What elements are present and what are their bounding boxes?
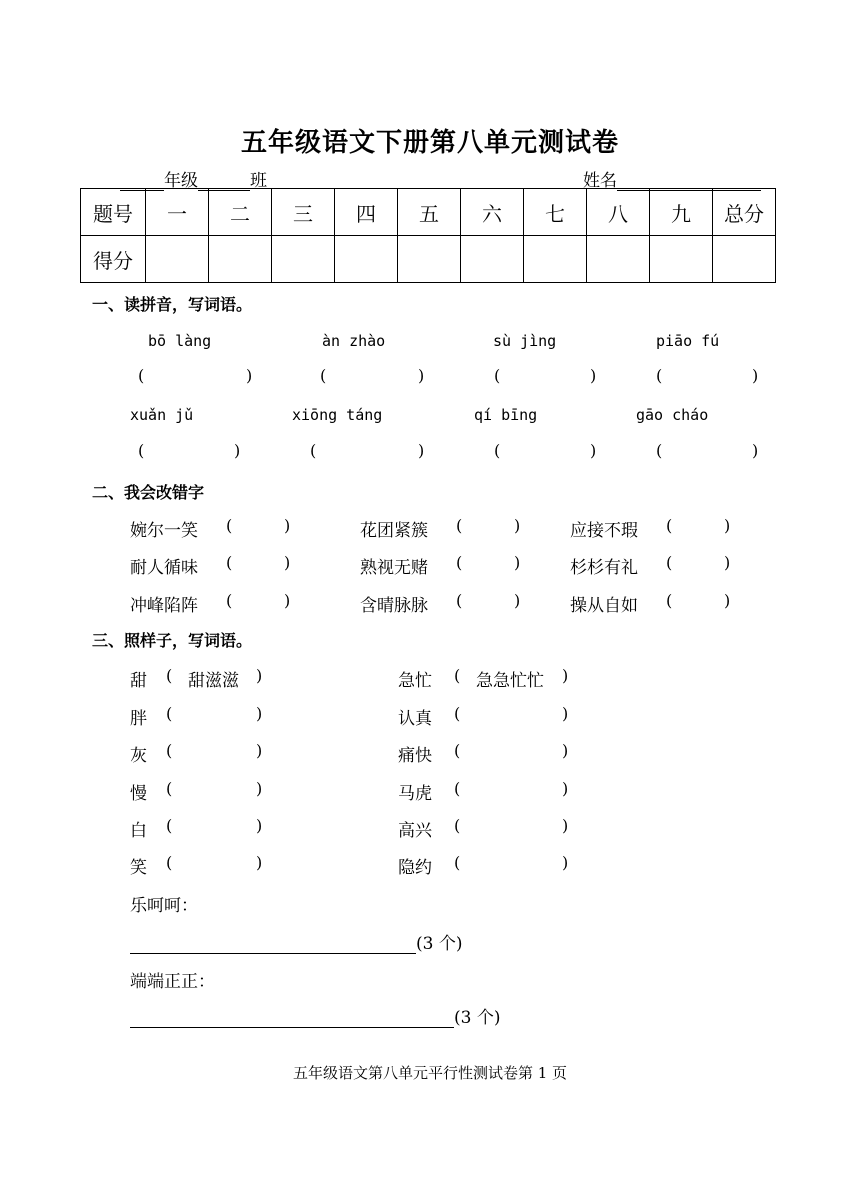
answer-open-paren: ( (166, 741, 173, 760)
header-cell: 三 (272, 189, 335, 236)
base-word: 痛快 (398, 746, 432, 766)
pinyin-item: xiōng táng (292, 406, 383, 424)
answer-open-paren: ( (456, 591, 463, 610)
pinyin-item: bō làng (148, 332, 212, 350)
answer-close-paren: ) (256, 779, 263, 798)
score-cell[interactable] (524, 236, 587, 283)
answer-open-paren: ( (166, 666, 173, 685)
score-cell[interactable] (209, 236, 272, 283)
answer-open-paren: ( (138, 441, 145, 460)
header-cell: 一 (146, 189, 209, 236)
answer-close-paren: ) (234, 441, 241, 460)
base-word: 灰 (130, 746, 147, 766)
score-table-score-row (81, 236, 776, 283)
example2-count: (3 个) (454, 1008, 501, 1028)
typo-phrase: 冲峰陷阵 (130, 596, 198, 616)
answer-open-paren: ( (494, 441, 501, 460)
section1-heading: 一、读拼音，写词语。 (92, 295, 253, 314)
answer-open-paren: ( (454, 779, 461, 798)
base-word: 胖 (130, 709, 147, 729)
pinyin-item: gāo cháo (636, 406, 709, 424)
score-cell[interactable] (461, 236, 524, 283)
score-cell[interactable] (587, 236, 650, 283)
score-cell[interactable] (335, 236, 398, 283)
answer-open-paren: ( (226, 591, 233, 610)
header-cell: 七 (524, 189, 587, 236)
answer-close-paren: ) (246, 366, 253, 385)
page-title: 五年级语文下册第八单元测试卷 (240, 128, 619, 158)
answer-close-paren: ) (724, 553, 731, 572)
typo-phrase: 含晴脉脉 (360, 596, 428, 616)
header-cell: 五 (398, 189, 461, 236)
pinyin-item: piāo fú (656, 332, 720, 350)
answer-close-paren: ) (562, 853, 569, 872)
example1-count: (3 个) (416, 934, 463, 954)
score-table (80, 188, 776, 283)
section2-heading: 二、我会改错字 (92, 483, 205, 502)
answer-close-paren: ) (562, 666, 569, 685)
answer-open-paren: ( (454, 666, 461, 685)
answer-open-paren: ( (166, 816, 173, 835)
answer-close-paren: ) (562, 779, 569, 798)
example2-line (130, 1003, 500, 1028)
score-cell[interactable] (146, 236, 209, 283)
example1-blank[interactable] (130, 935, 416, 954)
base-word: 甜 (130, 671, 147, 691)
example1-label: 乐呵呵： (130, 896, 198, 916)
pinyin-item: qí bīng (474, 406, 538, 424)
answer-close-paren: ) (284, 553, 291, 572)
answer-open-paren: ( (310, 441, 317, 460)
question-number-label: 题号 (81, 189, 146, 236)
score-cell[interactable] (650, 236, 713, 283)
answer-close-paren: ) (590, 366, 597, 385)
class-label: 班 (250, 171, 267, 191)
answer-open-paren: ( (226, 553, 233, 572)
answer-open-paren: ( (166, 779, 173, 798)
answer-close-paren: ) (724, 516, 731, 535)
name-label: 姓名 (583, 171, 617, 191)
answer-open-paren: ( (166, 704, 173, 723)
answer-open-paren: ( (166, 853, 173, 872)
base-word: 马虎 (398, 784, 432, 804)
answer-close-paren: ) (256, 816, 263, 835)
typo-phrase: 杉杉有礼 (570, 558, 638, 578)
answer-open-paren: ( (456, 553, 463, 572)
answer-open-paren: ( (454, 816, 461, 835)
answer-close-paren: ) (724, 591, 731, 610)
score-cell[interactable] (398, 236, 461, 283)
pinyin-item: àn zhào (322, 332, 386, 350)
answer-open-paren: ( (226, 516, 233, 535)
answer-close-paren: ) (418, 366, 425, 385)
typo-phrase: 花团紧簇 (360, 521, 428, 541)
score-cell[interactable] (713, 236, 776, 283)
answer-close-paren: ) (256, 666, 263, 685)
example-answer: 急急忙忙 (476, 671, 544, 691)
header-cell: 总分 (713, 189, 776, 236)
typo-phrase: 婉尔一笑 (130, 521, 198, 541)
page-footer: 五年级语文第八单元平行性测试卷第 1 页 (292, 1064, 568, 1082)
typo-phrase: 应接不瑕 (570, 521, 638, 541)
answer-close-paren: ) (752, 366, 759, 385)
base-word: 笑 (130, 858, 147, 878)
example2-blank[interactable] (130, 1009, 454, 1028)
base-word: 认真 (398, 709, 432, 729)
base-word: 白 (130, 821, 147, 841)
answer-close-paren: ) (752, 441, 759, 460)
section3-heading: 三、照样子，写词语。 (92, 631, 253, 650)
answer-open-paren: ( (666, 516, 673, 535)
answer-open-paren: ( (666, 553, 673, 572)
base-word: 隐约 (398, 858, 432, 878)
header-cell: 二 (209, 189, 272, 236)
header-cell: 六 (461, 189, 524, 236)
example1-line (130, 929, 462, 954)
answer-close-paren: ) (514, 553, 521, 572)
answer-close-paren: ) (590, 441, 597, 460)
score-table-header-row (81, 189, 776, 236)
answer-open-paren: ( (138, 366, 145, 385)
score-label: 得分 (81, 236, 146, 283)
header-cell: 九 (650, 189, 713, 236)
answer-open-paren: ( (320, 366, 327, 385)
answer-close-paren: ) (284, 591, 291, 610)
answer-close-paren: ) (562, 816, 569, 835)
pinyin-item: sù jìng (493, 332, 557, 350)
answer-close-paren: ) (562, 704, 569, 723)
example2-label: 端端正正： (130, 972, 215, 992)
pinyin-item: xuǎn jǔ (130, 406, 194, 424)
answer-open-paren: ( (454, 704, 461, 723)
header-cell: 四 (335, 189, 398, 236)
answer-open-paren: ( (454, 741, 461, 760)
answer-open-paren: ( (666, 591, 673, 610)
answer-close-paren: ) (562, 741, 569, 760)
base-word: 急忙 (398, 671, 432, 691)
answer-close-paren: ) (418, 441, 425, 460)
answer-open-paren: ( (656, 366, 663, 385)
answer-open-paren: ( (494, 366, 501, 385)
answer-close-paren: ) (284, 516, 291, 535)
answer-close-paren: ) (256, 853, 263, 872)
base-word: 高兴 (398, 821, 432, 841)
answer-close-paren: ) (514, 591, 521, 610)
answer-open-paren: ( (456, 516, 463, 535)
typo-phrase: 熟视无赌 (360, 558, 428, 578)
answer-open-paren: ( (656, 441, 663, 460)
typo-phrase: 耐人循味 (130, 558, 198, 578)
answer-open-paren: ( (454, 853, 461, 872)
answer-close-paren: ) (256, 741, 263, 760)
typo-phrase: 操从自如 (570, 596, 638, 616)
header-cell: 八 (587, 189, 650, 236)
example-answer: 甜滋滋 (188, 671, 239, 691)
base-word: 慢 (130, 784, 147, 804)
score-cell[interactable] (272, 236, 335, 283)
grade-label: 年级 (164, 171, 198, 191)
answer-close-paren: ) (514, 516, 521, 535)
answer-close-paren: ) (256, 704, 263, 723)
